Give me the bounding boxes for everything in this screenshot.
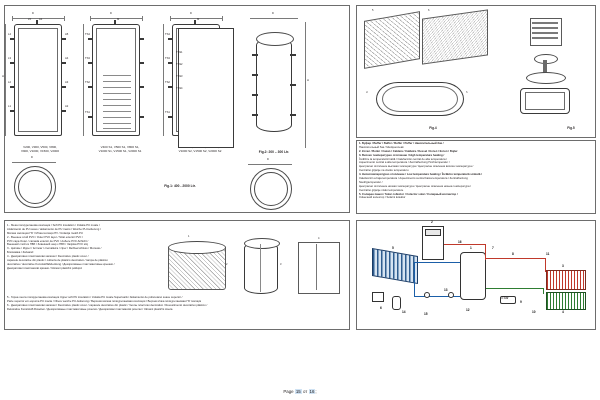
radiator-high-temp xyxy=(546,270,586,290)
pressure-gauge-label: 3 Bar xyxy=(501,296,509,300)
port-label: A5 xyxy=(65,33,69,36)
port-label: TS3 xyxy=(165,57,170,60)
port-label: A2 xyxy=(65,105,69,108)
callout-number: 11 xyxy=(546,252,550,256)
footer-prefix: Page xyxy=(283,389,295,394)
tank-group-3: D TS4 TS3 TS2 TS1 M xyxy=(166,16,228,142)
callout-number: 3 xyxy=(562,264,564,268)
port-label: A3 xyxy=(65,81,69,84)
controller-box xyxy=(372,292,384,302)
port-label: L2 xyxy=(8,81,11,84)
port-label: TS1 xyxy=(165,111,170,114)
tank-top-view-2-inner xyxy=(254,172,288,206)
page-footer xyxy=(0,389,600,394)
tank-group-2: D TS4 TS3 TS2 TS1 M xyxy=(86,16,148,142)
callout-number: 5 xyxy=(392,246,394,250)
port-label: TS3 xyxy=(85,57,90,60)
port-label: TS1 xyxy=(85,111,90,114)
fig4-caption: Fig.4 xyxy=(429,126,437,130)
port-label: A4 xyxy=(65,57,69,60)
page-root: D L4 L3 L2 L1 A5 A4 A3 A2 A1 L5 H V200, V300, V500, V800, V900, V1000, V1500, V2000 D D TS4 TS3 TS2 TS1 M V400 S1, V500 S1, V800 S1, V1000 S1, V1500 S1, V2000 S1 D TS4 TS3 TS2 TS1 M V1000 S2, V1500 S2, V2000 S2 Fig.1: 400 - 2000 Ltr. TSS1 TSS2 TSS3 TSS4 H D Fig.2: 200 – 300 Ltr. D 5 6 d h Fig.4 Fig.5 1. Буфер / Buffer / Buffer / Buffer / Puffer / Накопительный бак / Накопительный бак / Medquenceak 2. Котел / Boiler / Cazan / Caldera / Caldeira / Kessel / Котел / Котел / Bojler 3. Високо температурно отопление / High temperature heating / Încălzire la temperatură înaltă / Calefacción central de alta temperatura / Aquecimento central a alta temperatura / Zentralheizung Hochtemperatur / Централно отопление высокая температура / Централне опалення висока температура / Centralno grijanje na visoku temperaturu 4. Нискотемпературно отопление / Low temperature heating / Încălzire temperatură scăzută / Calefacción a baja temperatura / Aquecimento central baixa temperatura / Zentralheizung Niedrigtemperatur / Централно отопление низкая температура / Централне опалення низька температура / Centralno grijanje nisko temperature 5. Соларен панел / Solar collector / Colector solar / Соларный коллектор / Соlнечний колектор / Solarni kolektor 1 - Мека полиуретанова изолация / Soft PU insulation / Izolatia PU moale / Aislamiento de PU suave / aislamiento de PU macio / Weiche PU-Isolierung / Мягкая изоляция ПУ / М'яка ізоляція ПУ / Izolacija mekih PU 2 - Външен слой PVC / Outer PVC layer / Strat exterior PVC / PVC capa Outer / camada exterior de PVC / Außere PVC-Schicht / Внешний слой из ПВХ / Зовнішній шар з ПВХ / Vanjska PVC sloj 3 - Ципове / Zipper / fermoar / cremalleira / zíper / Reißverschluss / Молния / Блискавка / Zatvarač 4 - Декоративни пластмасови капачки / Decorative plastic cover / capacele decorative din plastic / cubierta de plástico decorativo / tampa de plástico decorativa / decorative Kunststoffabdeckung / Декоративные пластмассовые крышки / Декоративні пластмасові кришки / Ukrasni plastični poklopci 5 - Горна лента полиуретанова изолация Upper soft PU insulation / izolatia PU moale Superioară / Aislamiento de poliuretano suave superior / Parte superior em espuma PU macia / Obere weiche PU-Isolierung / Верхняя мягкая полиуретановая изоляция / Верхня м'яка полиуретановая ПУ ізоляція 6 - Декоративни пластмасови капачки / Decorative plastic cover / capacele decorative din plastic / Чехлы пластико decorativo / Revestimento decorativo plástico / Dekorative Kunststoff-Rosetten / Декоративные пластмассовые розетки / Декоративні пластмасові розетки / Ukrasni plastični roseta 1 2 3 4 2 5 1 3 4 3 Bar 13 14 15 6 7 8 9 10 11 12 16 Page 15 от 16; xyxy=(0,0,600,400)
callout-number: 10 xyxy=(532,310,536,314)
tank-group-2-caption: V400 S1, V500 S1, V800 S1, V1000 S1, V1500 S1, V2000 S1 xyxy=(98,145,142,153)
solar-collector xyxy=(372,252,418,282)
buffer-tank xyxy=(460,252,486,300)
tank-body xyxy=(14,24,62,136)
pipe-boiler-drop xyxy=(485,244,486,260)
fig5-drawing xyxy=(510,14,584,122)
callout-number: 16 xyxy=(458,240,462,244)
port-label: A1 xyxy=(39,18,43,21)
heat-exchanger-coil xyxy=(103,75,131,129)
callout-number: 1 xyxy=(470,246,472,250)
callout-number: 2 xyxy=(431,220,433,224)
callout-number: 7 xyxy=(492,246,494,250)
callout-number: 12 xyxy=(466,308,470,312)
callout-number: 8 xyxy=(512,252,514,256)
port-label: TS4 xyxy=(165,33,170,36)
fig4-tank: d h xyxy=(366,74,476,126)
pipe-flow-hot xyxy=(486,258,546,259)
port-label: TS4 xyxy=(85,33,90,36)
callout-number: 14 xyxy=(402,310,406,314)
legend-bottom: 1 - Мека полиуретанова изолация / Soft PU insulation / Izolatia PU moale / Aislamiento de PU suave / aislamiento de PU macio / Weiche PU-Isolierung / Мягкая изоляция ПУ / М'яка ізоляція ПУ / Izolacija mekih PU 2 - Външен слой PVC / Outer PVC layer / Strat exterior PVC / PVC capa Outer / camada exterior de PVC / Außere PVC-Schicht / Внешний слой из ПВХ / Зовнішній шар з ПВХ / Vanjska PVC sloj 3 - Ципове / Zipper / fermoar / cremalleira / zíper / Reißverschluss / Молния / Блискавка / Zatvarač 4 - Декоративни пластмасови капачки / Decorative plastic cover / capacele decorative din plastic / cubierta de plástico decorativo / tampa de plástico decorativa / decorative Kunststoffabdeckung / Декоративные пластмассовые крышки / Декоративні пластмасові кришки / Ukrasni plastični poklopci xyxy=(7,224,115,270)
callout-number: 9 xyxy=(520,300,522,304)
footer-current-page: 15 xyxy=(295,389,301,394)
callout-number: 13 xyxy=(444,288,448,292)
callout-number: 6 xyxy=(380,306,382,310)
tank-group-1-caption: V200, V300, V500, V800, V900, V1000, V1500, V2000 xyxy=(20,145,60,153)
port-label: L5 xyxy=(28,18,31,21)
pipe-boiler-flow xyxy=(444,244,486,245)
zipper-detail: 4 xyxy=(294,238,342,296)
fig5-caption: Fig.5 xyxy=(567,126,575,130)
insulation-roll: 1 2 xyxy=(168,240,230,294)
fig4-drawing: 5 6 xyxy=(362,10,492,70)
port-label: TS2 xyxy=(85,81,90,84)
fig1-caption: Fig.1: 400 - 2000 Ltr. xyxy=(164,184,196,188)
pipe-riser-low xyxy=(543,288,544,294)
pump-solar xyxy=(424,292,430,298)
tank-fig2 xyxy=(252,30,296,140)
port-label: L3 xyxy=(8,57,11,60)
radiator-low-temp xyxy=(546,292,586,310)
port-label: TS2 xyxy=(165,81,170,84)
callout-number: 15 xyxy=(424,312,428,316)
fig2-caption: Fig.2: 200 – 300 Ltr. xyxy=(258,150,290,154)
footer-middle: от xyxy=(301,389,309,394)
port-label: L4 xyxy=(8,33,11,36)
pipe-solar-down xyxy=(414,262,415,296)
callout-number: 4 xyxy=(562,310,564,314)
port-label: M xyxy=(197,18,200,21)
pipe-return-low xyxy=(486,288,544,289)
pipe-solar-flow xyxy=(414,262,460,263)
pipe-riser xyxy=(545,258,546,272)
boiler-panel xyxy=(425,229,441,236)
port-label: M xyxy=(117,18,120,21)
legend-bottom-wide: 5 - Горна лента полиуретанова изолация Upper soft PU insulation / izolatia PU moale Superioară / Aislamiento de poliuretano suave superior / Parte superior em espuma PU macia / Obere weiche PU-Isolierung / Верхняя мягкая полиуретановая изоляция / Верхня м'яка полиуретановая ПУ ізоляція 6 - Декоративни пластмасови капачки / Decorative plastic cover / capacele decorative din plastic / Чехлы пластико decorativo / Revestimento decorativo plástico / Dekorative Kunststoff-Rosetten / Декоративные пластмассовые розетки / Декоративні пластмасові розетки / Ukrasni plastični roseta xyxy=(7,296,208,311)
tank-top-view-1-inner xyxy=(18,170,52,204)
valve-mixing xyxy=(448,292,454,298)
footer-total-pages: 16 xyxy=(309,389,315,394)
jacketed-tank: 3 xyxy=(240,236,284,298)
tank-group-1: D L4 L3 L2 L1 A5 A4 A3 A2 A1 L5 H xyxy=(8,16,70,142)
legend-right: 1. Буфер / Buffer / Buffer / Buffer / Puffer / Накопительный бак / Накопительный бак / Medquenceak 2. Котел / Boiler / Cazan / Caldera / Caldeira / Kessel / Котел / Котел / Bojler 3. Високо температурно отопление / High temperature heating / Încălzire la temperatură înaltă / Calefacción central de alta temperatura / Aquecimento central a alta temperatura / Zentralheizung Hochtemperatur / Централно отопление высокая температура / Централне опалення висока температура / Centralno grijanje na visoku temperaturu 4. Нискотемпературно отопление / Low temperature heating / Încălzire temperatură scăzută / Calefacción a baja temperatura / Aquecimento central baixa temperatura / Zentralheizung Niedrigtemperatur / Централно отопление низкая температура / Централне опалення низька температура / Centralno grijanje nisko temperature 5. Соларен панел / Solar collector / Colector solar / Соларный коллектор / Соlнечний колектор / Solarni kolektor xyxy=(359,142,482,200)
port-label: L1 xyxy=(8,105,11,108)
expansion-vessel xyxy=(392,296,401,310)
footer-suffix: ; xyxy=(315,389,317,394)
tank-group-3-caption: V1000 S2, V1500 S2, V2000 S2 xyxy=(178,148,222,153)
